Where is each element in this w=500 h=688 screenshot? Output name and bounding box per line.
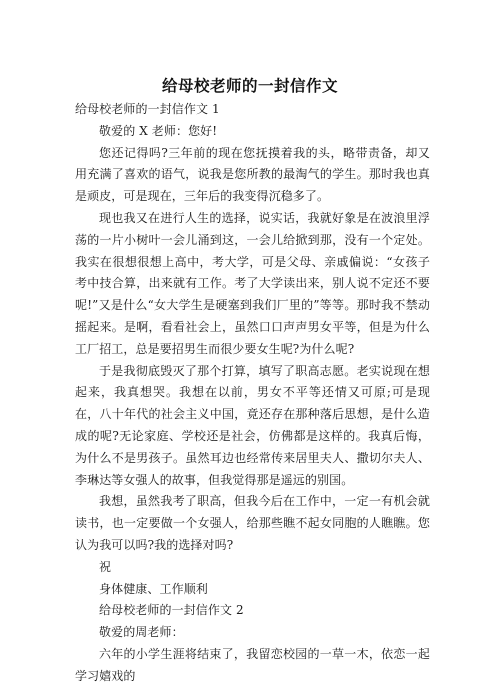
- document-title: 给母校老师的一封信作文: [161, 77, 338, 95]
- body-paragraph: 六年的小学生涯将结束了，我留恋校园的一草一木，依恋一起学习嬉戏的: [75, 646, 430, 683]
- section-heading: 给母校老师的一封信作文 2: [99, 603, 244, 618]
- body-paragraph: 我想，虽然我考了职高，但我今后在工作中，一定一有机会就读书，也一定要做一个女强人，给那些瞧不起女同胞的人瞧瞧。您认为我可以吗?我的选择对吗?: [75, 494, 430, 552]
- body-paragraph: 于是我彻底毁灭了那个打算，填写了职高志愿。老实说现在想起来，我真想哭。我想在以前，男女不平等还情又可原;可是现在，八十年代的社会主义中国，竟还存在那种落后思想，是什么造成的呢?无论家庭、学校还是社会，仿佛都是这样的。我真后悔，为什么不是男孩子。虽然耳边也经常传来居里夫人、撒切尔夫人、李琳达等女强人的故事，但我觉得那是遥远的别国。: [75, 363, 430, 487]
- closing-wish: 祝: [99, 559, 112, 574]
- document-body: [75, 99, 430, 688]
- closing-blessing: 身体健康、工作顺利: [99, 581, 208, 596]
- salutation: 敬爱的 X 老师：您好!: [99, 123, 218, 138]
- body-paragraph: 现也我又在进行人生的选择，说实话，我就好象是在波浪里浮荡的一片小树叶一会儿涌到这，一会儿给掀到那，没有一个定处。我实在很想很想上高中，考大学，可是父母、亲戚偏说：“女孩子考中技合算，出来就有工作。考了大学读出来，别人说不定还不要呢!”又是什么“女大学生是硬塞到我们厂里的”等等。那时我不禁动摇起来。是啊，看看社会上，虽然口口声声男女平等，但是为什么工厂招工，总是要招男生而很少要女生呢?为什么呢?: [75, 210, 430, 356]
- salutation: 敬爱的周老师：: [99, 625, 184, 640]
- body-paragraph: 您还记得吗?三年前的现在您抚摸着我的头，略带责备，却又用充满了喜欢的语气，说我是您所教的最淘气的学生。那时我也真是顽皮，可是现在，三年后的我变得沉稳多了。: [75, 145, 430, 204]
- section-heading: 给母校老师的一封信作文 1: [75, 102, 220, 116]
